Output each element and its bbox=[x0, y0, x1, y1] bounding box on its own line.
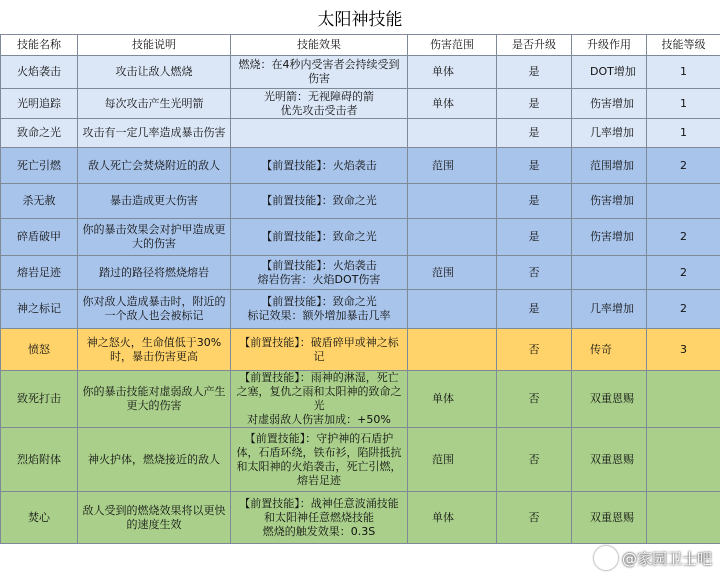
upgrade-action-cell: 传奇 bbox=[572, 329, 647, 371]
skill-level-cell bbox=[647, 184, 720, 219]
table-row bbox=[1, 184, 720, 219]
skill-level-cell bbox=[647, 371, 720, 428]
skill-effect-cell: 【前置技能】：守护神的石盾护体，石盾环绕，铁布衫，陷阱抵抗和太阳神的火焰袭击，死亡引燃，熔岩足迹 bbox=[231, 428, 408, 492]
damage-range-cell bbox=[408, 329, 497, 371]
upgradable-cell: 是 bbox=[497, 119, 572, 148]
table-row bbox=[1, 89, 720, 119]
upgradable-cell: 是 bbox=[497, 290, 572, 329]
skill-name-cell: 愤怒 bbox=[1, 329, 78, 371]
skill-name-cell: 杀无赦 bbox=[1, 184, 78, 219]
damage-range-cell bbox=[408, 219, 497, 256]
skill-desc-cell: 踏过的路径将燃烧熔岩 bbox=[78, 256, 231, 290]
skill-name-cell: 焚心 bbox=[1, 492, 78, 544]
upgrade-action-cell: 几率增加 bbox=[572, 290, 647, 329]
watermark bbox=[594, 546, 712, 570]
skill-name-cell: 致命之光 bbox=[1, 119, 78, 148]
skill-name-cell: 死亡引燃 bbox=[1, 148, 78, 184]
skill-name-cell: 熔岩足迹 bbox=[1, 256, 78, 290]
upgrade-action-cell: 伤害增加 bbox=[572, 219, 647, 256]
skill-effect-cell: 【前置技能】：破盾碎甲或神之标记 bbox=[231, 329, 408, 371]
column-header-action: 升级作用 bbox=[572, 35, 647, 56]
skill-effect-cell: 【前置技能】：致命之光 bbox=[231, 184, 408, 219]
column-header-effect: 技能效果 bbox=[231, 35, 408, 56]
upgradable-cell: 是 bbox=[497, 148, 572, 184]
column-header-upgrade: 是否升级 bbox=[497, 35, 572, 56]
table-row bbox=[1, 428, 720, 492]
skill-desc-cell: 敌人死亡会焚烧附近的敌人 bbox=[78, 148, 231, 184]
skill-effect-cell: 【前置技能】：战神任意波涌技能和太阳神任意燃烧技能 燃烧的触发效果：0.3S bbox=[231, 492, 408, 544]
upgrade-action-cell: 范围增加 bbox=[572, 148, 647, 184]
damage-range-cell: 范围 bbox=[408, 256, 497, 290]
upgradable-cell: 否 bbox=[497, 371, 572, 428]
table-row bbox=[1, 56, 720, 89]
table-row bbox=[1, 119, 720, 148]
skill-effect-cell bbox=[231, 119, 408, 148]
skill-desc-cell: 神火护体，燃烧接近的敌人 bbox=[78, 428, 231, 492]
table-row bbox=[1, 371, 720, 428]
column-header-range: 伤害范围 bbox=[408, 35, 497, 56]
upgrade-action-cell: 伤害增加 bbox=[572, 89, 647, 119]
skill-effect-cell: 【前置技能】：致命之光 bbox=[231, 219, 408, 256]
skill-level-cell: 1 bbox=[647, 89, 720, 119]
damage-range-cell bbox=[408, 119, 497, 148]
skill-name-cell: 致死打击 bbox=[1, 371, 78, 428]
skill-desc-cell: 你的暴击技能对虚弱敌人产生更大的伤害 bbox=[78, 371, 231, 428]
upgradable-cell: 否 bbox=[497, 428, 572, 492]
damage-range-cell: 单体 bbox=[408, 56, 497, 89]
damage-range-cell bbox=[408, 184, 497, 219]
skill-effect-cell: 【前置技能】：火焰袭击 bbox=[231, 148, 408, 184]
damage-range-cell: 单体 bbox=[408, 492, 497, 544]
upgradable-cell: 是 bbox=[497, 56, 572, 89]
table-row bbox=[1, 148, 720, 184]
column-header-desc: 技能说明 bbox=[78, 35, 231, 56]
skill-effect-cell: 【前置技能】：致命之光 标记效果：额外增加暴击几率 bbox=[231, 290, 408, 329]
damage-range-cell bbox=[408, 290, 497, 329]
upgradable-cell: 是 bbox=[497, 89, 572, 119]
damage-range-cell: 范围 bbox=[408, 148, 497, 184]
upgrade-action-cell bbox=[572, 256, 647, 290]
damage-range-cell: 范围 bbox=[408, 428, 497, 492]
column-header-level: 技能等级 bbox=[647, 35, 720, 56]
skill-level-cell: 3 bbox=[647, 329, 720, 371]
skill-desc-cell: 你对敌人造成暴击时，附近的一个敌人也会被标记 bbox=[78, 290, 231, 329]
skill-name-cell: 光明追踪 bbox=[1, 89, 78, 119]
skill-effect-cell: 【前置技能】：火焰袭击 熔岩伤害：火焰DOT伤害 bbox=[231, 256, 408, 290]
skill-desc-cell: 暴击造成更大伤害 bbox=[78, 184, 231, 219]
upgrade-action-cell: 几率增加 bbox=[572, 119, 647, 148]
skill-name-cell: 碎盾破甲 bbox=[1, 219, 78, 256]
skill-desc-cell: 每次攻击产生光明箭 bbox=[78, 89, 231, 119]
table-row bbox=[1, 290, 720, 329]
skill-level-cell bbox=[647, 428, 720, 492]
skill-level-cell: 2 bbox=[647, 219, 720, 256]
table-row bbox=[1, 329, 720, 371]
skill-effect-cell: 燃烧：在4秒内受害者会持续受到伤害 bbox=[231, 56, 408, 89]
skill-desc-cell: 敌人受到的燃烧效果将以更快的速度生效 bbox=[78, 492, 231, 544]
table-row bbox=[1, 219, 720, 256]
skill-effect-cell: 【前置技能】：雨神的淋湿，死亡之塞，复仇之雨和太阳神的致命之光 对虚弱敌人伤害加成：+50% bbox=[231, 371, 408, 428]
upgrade-action-cell: 双重恩赐 bbox=[572, 492, 647, 544]
skill-effect-cell: 光明箭：无视障碍的箭 优先攻击受击者 bbox=[231, 89, 408, 119]
skill-name-cell: 烈焰附体 bbox=[1, 428, 78, 492]
skill-level-cell: 2 bbox=[647, 256, 720, 290]
upgradable-cell: 否 bbox=[497, 492, 572, 544]
table-row bbox=[1, 256, 720, 290]
skill-name-cell: 火焰袭击 bbox=[1, 56, 78, 89]
skill-level-cell bbox=[647, 492, 720, 544]
skill-name-cell: 神之标记 bbox=[1, 290, 78, 329]
table-row bbox=[1, 492, 720, 544]
skill-level-cell: 2 bbox=[647, 148, 720, 184]
upgrade-action-cell: 伤害增加 bbox=[572, 184, 647, 219]
damage-range-cell: 单体 bbox=[408, 89, 497, 119]
watermark-text: @家园卫士吧 bbox=[621, 549, 712, 568]
upgrade-action-cell: 双重恩赐 bbox=[572, 428, 647, 492]
skill-desc-cell: 攻击让敌人燃烧 bbox=[78, 56, 231, 89]
upgradable-cell: 是 bbox=[497, 219, 572, 256]
paw-logo-icon bbox=[594, 546, 618, 570]
upgradable-cell: 是 bbox=[497, 184, 572, 219]
skill-level-cell: 1 bbox=[647, 56, 720, 89]
skill-level-cell: 1 bbox=[647, 119, 720, 148]
upgrade-action-cell: 双重恩赐 bbox=[572, 371, 647, 428]
skill-desc-cell: 攻击有一定几率造成暴击伤害 bbox=[78, 119, 231, 148]
damage-range-cell: 单体 bbox=[408, 371, 497, 428]
skill-level-cell: 2 bbox=[647, 290, 720, 329]
upgrade-action-cell: DOT增加 bbox=[572, 56, 647, 89]
page-title: 太阳神技能 bbox=[317, 9, 403, 30]
skill-desc-cell: 你的暴击效果会对护甲造成更大的伤害 bbox=[78, 219, 231, 256]
upgradable-cell: 否 bbox=[497, 256, 572, 290]
skill-desc-cell: 神之怒火，生命值低于30%时，暴击伤害更高 bbox=[78, 329, 231, 371]
header-row bbox=[1, 35, 720, 56]
skills-table bbox=[0, 34, 720, 544]
upgradable-cell: 否 bbox=[497, 329, 572, 371]
column-header-name: 技能名称 bbox=[1, 35, 78, 56]
